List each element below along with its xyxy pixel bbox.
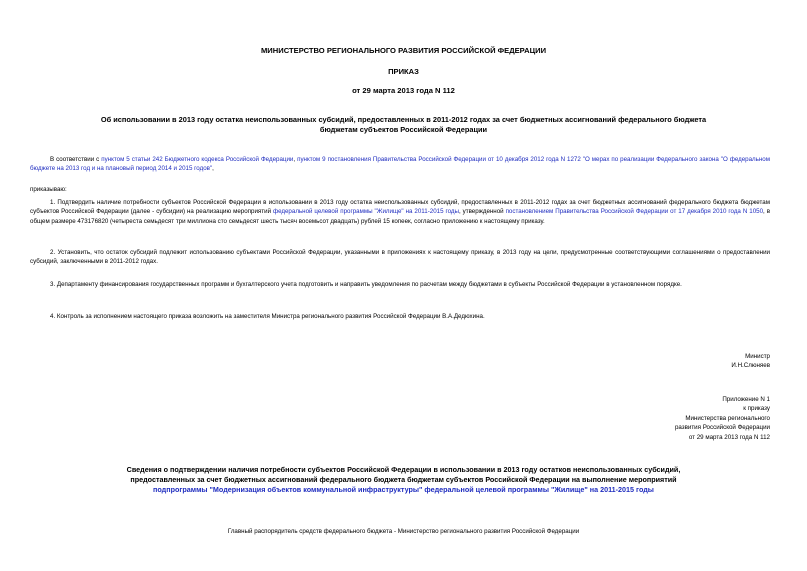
preamble-paragraph <box>30 155 770 174</box>
paragraph-2: 2. Установить, что остаток субсидий подлежит использованию субъектами Российской Федерации, указанными в приложениях к настоящему приказу, в 2013 году на цели, предусмотренные соответствующими соглашениями о предоставлении субсидий, заключенными в 2011-2012 годах. <box>30 249 770 266</box>
appendix-line-5: от 29 марта 2013 года N 112 <box>688 433 770 441</box>
preamble-text-2: , <box>293 156 298 163</box>
p1-text-3: , в общем размере 473176820 (четыреста семьдесят три миллиона сто семьдесят шесть тысяч восемьсот двадцать) рублей 15 копеек, согласно приложению к настоящему приказу. <box>30 208 770 225</box>
footer-note: Главный распорядитель средств федерального бюджета - Министерство регионального развития Российской Федерации <box>227 528 580 535</box>
appendix-block <box>675 395 770 442</box>
signature-block <box>731 352 770 371</box>
link-government-decree-1272[interactable]: пунктом 9 постановления Правительства Российской Федерации от 10 декабря 2012 года N 1272 "О мерах по реализации Федерального закона "О федеральном бюджете на 2013 год и на плановый период 2014 и 2015 годов" <box>30 156 771 173</box>
appendix-line-3: Министерства регионального <box>685 414 770 422</box>
signature-position: Министр <box>745 353 770 360</box>
title-line-1: Об использовании в 2013 году остатка неиспользованных субсидий, предоставленных в 2011-2012 годах за счет бюджетных ассигнований федерального бюджета <box>100 115 707 124</box>
p1-text-1: 1. Подтвердить наличие потребности субъектов Российской Федерации в использовании в 2013 году остатка неиспользованных субсидий, предоставленных в 2011-2012 годах за счет бюджетных ассигнований федерального бюджета бюджетам субъектов Российской Федерации (далее - субсидии) на реализацию мероприятий <box>30 199 770 216</box>
paragraph-1 <box>30 198 770 226</box>
signature-name: И.Н.Слюняев <box>731 362 770 370</box>
preamble-text-3: , <box>212 165 214 173</box>
link-modernization-subprogram[interactable]: подпрограммы "Модернизация объектов коммунальной инфраструктуры" федеральной целевой программы "Жилище" на 2011-2015 годы <box>153 485 654 494</box>
document-title <box>30 115 777 135</box>
order-word: приказываю: <box>30 186 67 193</box>
ministry-heading: МИНИСТЕРСТВО РЕГИОНАЛЬНОГО РАЗВИТИЯ РОССИЙСКОЙ ФЕДЕРАЦИИ <box>260 46 547 55</box>
appendix-title <box>30 465 777 495</box>
appendix-title-line-2: предоставленных за счет бюджетных ассигнований федерального бюджета бюджетам субъектов Российской Федерации на выполнение мероприятий <box>130 475 677 484</box>
appendix-line-1: Приложение N 1 <box>722 396 770 403</box>
paragraph-3: 3. Департаменту финансирования государственных программ и бухгалтерского учета подготовить и направить уведомления по расчетам между бюджетами в субъекты Российской Федерации в установленном порядке. <box>50 281 682 288</box>
link-budget-code[interactable]: пунктом 5 статьи 242 Бюджетного кодекса Российской Федерации <box>101 156 294 163</box>
preamble-text-1: В соответствии с <box>50 156 102 163</box>
title-line-2: бюджетам субъектов Российской Федерации <box>319 125 488 134</box>
link-zhilishche-program[interactable]: федеральной целевой программы "Жилище" на 2011-2015 годы <box>272 208 459 216</box>
doc-type-heading: ПРИКАЗ <box>388 67 419 76</box>
link-government-decree-1050[interactable]: постановлением Правительства Российской Федерации от 17 декабря 2010 года N 1050 <box>505 208 764 216</box>
appendix-line-4: развития Российской Федерации <box>674 424 770 432</box>
p1-text-2: , утвержденной <box>458 208 506 216</box>
date-number-heading: от 29 марта 2013 года N 112 <box>352 86 455 95</box>
paragraph-4: 4. Контроль за исполнением настоящего приказа возложить на заместителя Министра регионального развития Российской Федерации В.А.Дедюхина. <box>50 313 485 320</box>
appendix-line-2: к приказу <box>743 405 770 413</box>
appendix-title-line-1: Сведения о подтверждении наличия потребности субъектов Российской Федерации в использовании в 2013 году остатков неиспользованных субсидий, <box>126 465 681 474</box>
